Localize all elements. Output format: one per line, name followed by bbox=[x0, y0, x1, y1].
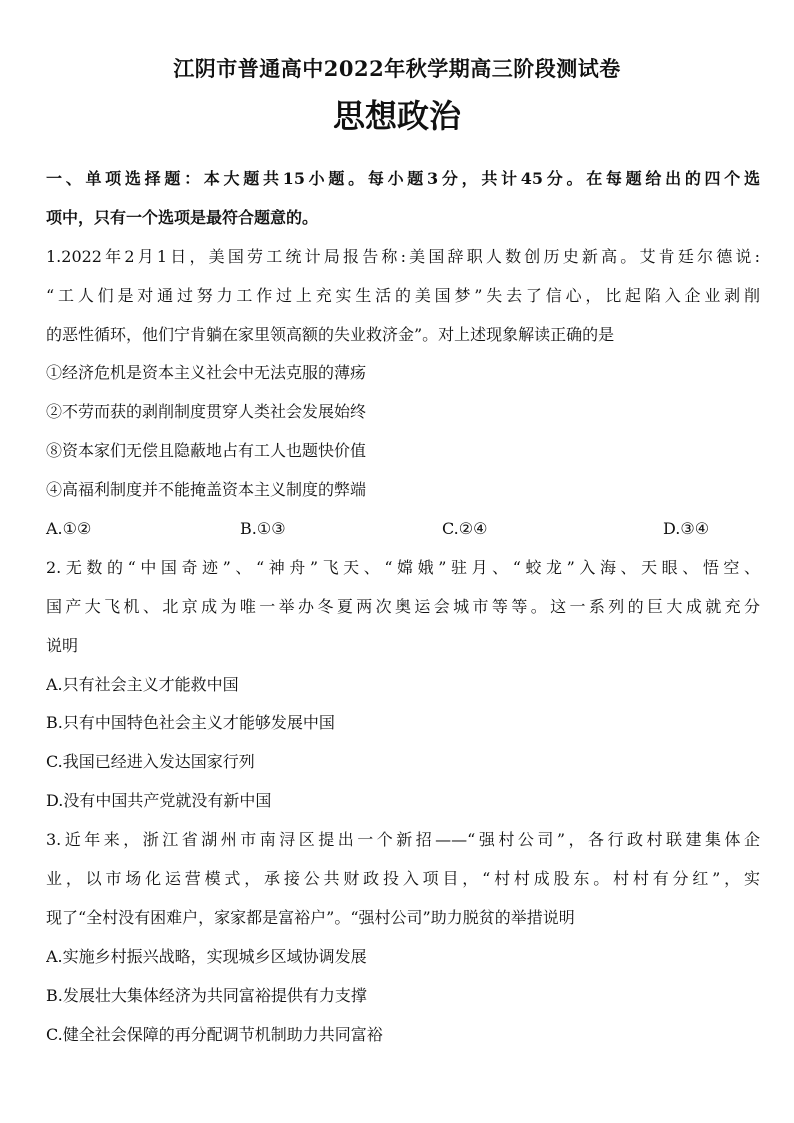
q1-option-a: A.①② bbox=[46, 519, 92, 539]
q3-stem-line-2: 业，以市场化运营模式，承接公共财政投入项目，“村村成股东。村村有分红”，实 bbox=[46, 869, 760, 889]
q3-option-c: C.健全社会保障的再分配调节机制助力共同富裕 bbox=[46, 1024, 383, 1044]
section-instruction-line-2: 项中，只有一个选项是最符合题意的。 bbox=[46, 207, 319, 227]
q1-stem-line-1: 1.2022年2月1日，美国劳工统计局报告称:美国辞职人数创历史新高。艾肯廷尔德说: bbox=[46, 246, 760, 266]
q1-statement-4: ④高福利制度并不能掩盖资本主义制度的弊端 bbox=[46, 480, 367, 500]
q2-option-c: C.我国已经进入发达国家行列 bbox=[46, 752, 255, 772]
q2-option-d: D.没有中国共产党就没有新中国 bbox=[46, 791, 272, 811]
exam-content bbox=[46, 160, 760, 1054]
q1-option-d: D.③④ bbox=[663, 519, 710, 539]
q1-option-c: C.②④ bbox=[442, 519, 488, 539]
q3-option-a: A.实施乡村振兴战略，实现城乡区域协调发展 bbox=[46, 946, 367, 966]
question-3 bbox=[46, 821, 760, 1054]
question-2 bbox=[46, 549, 760, 821]
q2-stem-line-3: 说明 bbox=[46, 635, 79, 655]
q2-option-b: B.只有中国特色社会主义才能够发展中国 bbox=[46, 713, 335, 733]
q1-option-b: B.①③ bbox=[240, 519, 286, 539]
q2-stem-line-1: 2.无数的“中国奇迹”、“神舟”飞天、“嫦娥”驻月、“蛟龙”入海、天眼、悟空、 bbox=[46, 557, 760, 577]
q1-statement-1: ①经济危机是资本主义社会中无法克服的薄疡 bbox=[46, 363, 367, 383]
q1-stem-line-2: “工人们是对通过努力工作过上充实生活的美国梦”失去了信心，比起陷入企业剥削 bbox=[46, 285, 760, 305]
q3-stem-line-1: 3.近年来，浙江省湖州市南浔区提出一个新招——“强村公司”，各行政村联建集体企 bbox=[46, 830, 760, 850]
q1-statement-2: ②不劳而获的剥削制度贯穿人类社会发展始终 bbox=[46, 402, 367, 422]
q3-option-b: B.发展壮大集体经济为共同富裕提供有力支撑 bbox=[46, 985, 367, 1005]
q1-stem-line-3: 的恶性循环，他们宁肯躺在家里领高额的失业救济金”。对上述现象解读正确的是 bbox=[46, 324, 615, 344]
exam-title: 江阴市普通高中2022年秋学期高三阶段测试卷 bbox=[173, 56, 621, 81]
question-1 bbox=[46, 238, 760, 549]
q1-options bbox=[46, 510, 760, 549]
q2-stem-line-2: 国产大飞机、北京成为唯一举办冬夏两次奥运会城市等等。这一系列的巨大成就充分 bbox=[46, 596, 760, 616]
q2-option-a: A.只有社会主义才能救中国 bbox=[46, 674, 239, 694]
section-instruction-line-1: 一、单项选择题：本大题共15小题。每小题3分，共计45分。在每题给出的四个选 bbox=[46, 169, 760, 188]
q1-statement-3: ⑧资本家们无偿且隐蔽地占有工人也题快价值 bbox=[46, 441, 367, 461]
q3-stem-line-3: 现了“全村没有困难户，家家都是富裕户”。“强村公司”助力脱贫的举措说明 bbox=[46, 907, 575, 927]
subject-title: 思想政治 bbox=[332, 97, 461, 135]
